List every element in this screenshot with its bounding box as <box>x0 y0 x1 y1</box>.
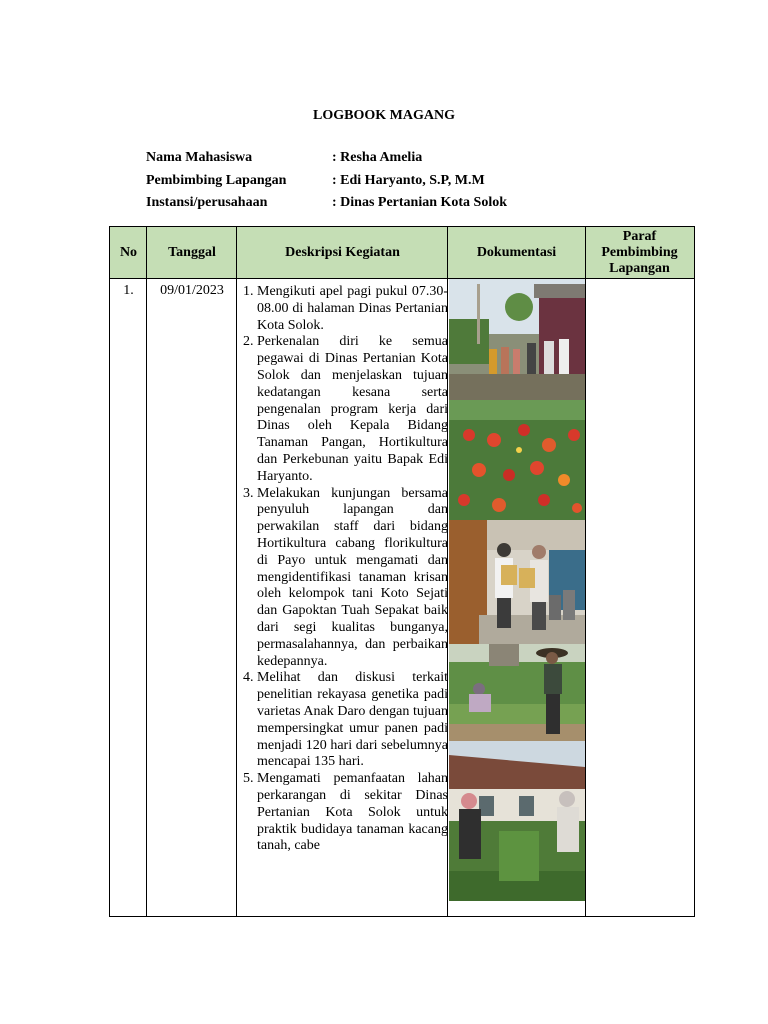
activity-item: 1. Mengikuti apel pagi pukul 07.30-08.00 di halaman Dinas Pertanian Kota Solok. <box>257 284 448 334</box>
header-tanggal: Tanggal <box>168 244 216 260</box>
photo-red-flowers <box>449 400 585 520</box>
header-no: No <box>119 244 138 260</box>
cell-tanggal: 09/01/2023 <box>160 283 224 298</box>
info-value: : Resha Amelia <box>332 150 423 166</box>
activity-item: 3. Melakukan kunjungan bersama penyuluh lapangan dan perwakilan staff dari bidang Hortikultura cabang florikultura di Payo untuk mengamati dan mengidentifikasi tanaman krisan oleh kelompok tani Koto Sejati dan Gapoktan Tuah Sepakat baik dari segi kualitas bunganya, permasalahannya, dan perbaikan kedepannya. <box>257 486 448 671</box>
info-row-student <box>146 147 666 170</box>
photo-women-in-garden <box>449 741 585 901</box>
cell-deskripsi <box>238 279 448 916</box>
info-value: : Edi Haryanto, S.P, M.M <box>332 172 485 188</box>
info-value: : Dinas Pertanian Kota Solok <box>332 195 508 211</box>
cell-no: 1. <box>123 283 134 298</box>
activity-item: 4. Melihat dan diskusi terkait penelitian rekayasa genetika padi varietas Anak Daro dengan tujuan mempersingkat umur panen padi menjadi 120 hari dari sebelumnya mencapai 135 hari. <box>257 670 448 771</box>
header-deskripsi: Deskripsi Kegiatan <box>285 244 400 260</box>
column-divider <box>236 227 237 916</box>
activity-list <box>238 284 448 855</box>
student-info <box>146 147 666 215</box>
cell-paraf <box>586 279 694 916</box>
info-row-institution <box>146 192 666 215</box>
info-label: Pembimbing Lapangan <box>146 172 287 188</box>
photo-garden-farmer <box>449 644 585 741</box>
activity-item: 5. Mengamati pemanfaatan lahan perkarangan di sekitar Dinas Pertanian Kota Solok untuk praktik budidaya tanaman kacang tanah, cabe <box>257 771 448 855</box>
column-divider <box>146 227 147 916</box>
header-dokumentasi: Dokumentasi <box>476 244 557 260</box>
header-paraf: Paraf Pembimbing Lapangan <box>601 228 678 276</box>
cell-dokumentasi <box>449 279 585 901</box>
info-row-supervisor <box>146 170 666 193</box>
table-header <box>110 227 694 279</box>
photo-group-at-office <box>449 279 585 400</box>
info-label: Instansi/perusahaan <box>146 195 268 211</box>
document-title: LOGBOOK MAGANG <box>313 108 455 123</box>
info-label: Nama Mahasiswa <box>146 150 253 166</box>
logbook-table <box>109 226 695 917</box>
photo-holding-sacks <box>449 520 585 644</box>
activity-item: 2. Perkenalan diri ke semua pegawai di Dinas Pertanian Kota Solok dan menjelaskan tujuan kedatangan kesana serta pengenalan program kerja dari Dinas oleh Kepala Bidang Tanaman Pangan, Hortikultura dan Perkebunan yaitu Bapak Edi Haryanto. <box>257 334 448 485</box>
